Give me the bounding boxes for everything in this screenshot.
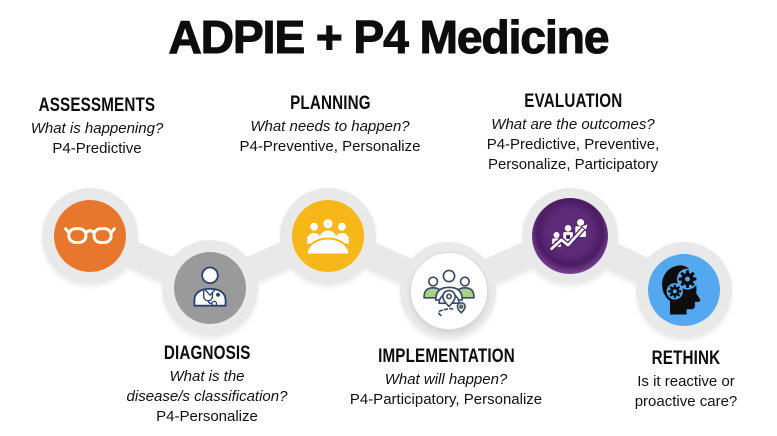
diagnosis-node (174, 252, 246, 324)
evaluation-p4-line2: Personalize, Participatory (487, 156, 659, 173)
implementation-label-block (333, 347, 559, 410)
rethink-label-block (573, 349, 777, 412)
evaluation-question: What are the outcomes? (491, 116, 655, 133)
implementation-node (410, 252, 488, 330)
chain-links (42, 188, 732, 338)
evaluation-title: EVALUATION (523, 91, 623, 112)
diagnosis-question-line1: What is the (169, 368, 245, 385)
evaluation-node (532, 198, 608, 274)
evaluation-label-block (460, 92, 686, 175)
implementation-title: IMPLEMENTATION (377, 346, 515, 367)
page-title: ADPIE + P4 Medicine (168, 11, 609, 63)
people-route-pins-icon (420, 262, 478, 320)
diagnosis-question-line2: disease/s classification? (126, 388, 288, 405)
planning-node (292, 200, 364, 272)
assessments-title: ASSESSMENTS (38, 95, 156, 116)
planning-question: What needs to happen? (250, 118, 410, 135)
doctor-icon (183, 261, 237, 315)
evaluation-p4-line1: P4-Predictive, Preventive, (486, 136, 660, 153)
people-growth-chart-icon (545, 211, 595, 261)
implementation-question: What will happen? (384, 371, 508, 388)
assessments-p4: P4-Predictive (52, 140, 142, 157)
head-gears-icon (656, 262, 712, 318)
implementation-p4: P4-Participatory, Personalize (349, 391, 543, 408)
meeting-table-icon (301, 214, 355, 258)
assessments-label-block (0, 96, 210, 159)
rethink-title: RETHINK (651, 348, 721, 369)
diagnosis-p4: P4-Personalize (156, 408, 258, 425)
glasses-icon (64, 223, 116, 249)
diagnosis-label-block (94, 344, 320, 427)
planning-label-block (217, 94, 443, 157)
planning-title: PLANNING (289, 93, 371, 114)
rethink-question-line1: Is it reactive or (637, 373, 735, 390)
rethink-node (648, 254, 720, 326)
rethink-question-line2: proactive care? (634, 393, 738, 410)
diagnosis-title: DIAGNOSIS (163, 343, 251, 364)
assessments-question: What is happening? (30, 120, 164, 137)
planning-p4: P4-Preventive, Personalize (239, 138, 421, 155)
assessments-node (54, 200, 126, 272)
